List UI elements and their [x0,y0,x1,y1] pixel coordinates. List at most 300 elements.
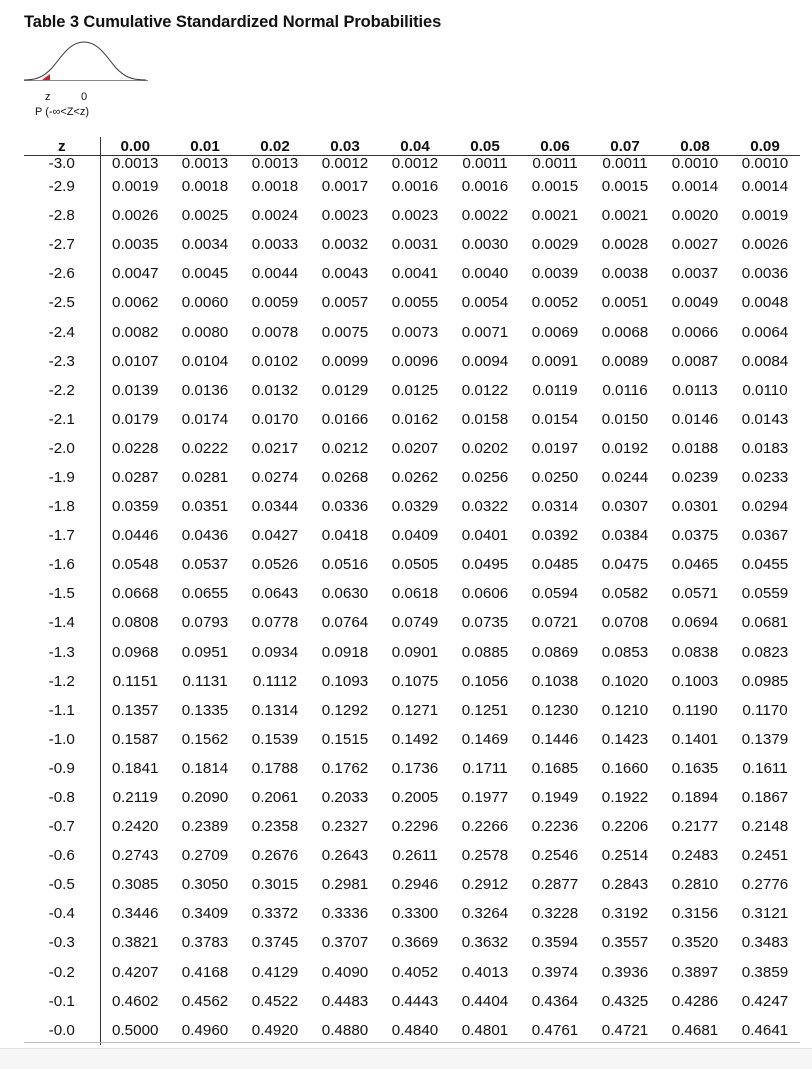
probability-cell: 0.0019 [112,178,159,196]
z-value-cell: -2.7 [24,230,100,259]
table-row [24,434,800,463]
probability-cell: 0.3336 [321,905,369,923]
probability-cell: 0.0427 [251,527,299,545]
probability-cell: 0.3632 [461,934,509,952]
probability-cell: 0.1271 [391,701,439,719]
table-row [24,725,800,754]
probability-cell: 0.0064 [741,323,789,341]
probability-cell: 0.2389 [181,818,229,836]
probability-cell: 0.0207 [391,439,439,457]
probability-cell: 0.4681 [671,1021,719,1039]
table-row [24,579,800,608]
probability-cell: 0.0032 [321,236,369,254]
probability-cell: 0.0250 [531,468,579,486]
table-row [24,987,800,1016]
probability-cell: 0.1587 [112,730,159,748]
probability-cell: 0.0375 [671,527,719,545]
z-value-cell: -2.0 [24,434,100,463]
probability-cell: 0.0020 [671,207,719,225]
viewer-bottom-bar [0,1048,812,1069]
probability-cell: 0.0013 [251,155,299,172]
z-value-cell: -1.1 [24,696,100,725]
probability-cell: 0.4522 [251,992,299,1010]
probability-cell: 0.2177 [671,818,719,836]
probability-cell: 0.0222 [181,439,229,457]
probability-cell: 0.1635 [671,759,719,777]
z-value-cell: -2.8 [24,201,100,230]
bottom-rule [24,1042,800,1043]
probability-cell: 0.0548 [112,556,159,574]
probability-cell: 0.0212 [321,439,369,457]
probability-cell: 0.4404 [461,992,509,1010]
probability-cell: 0.0068 [601,323,649,341]
probability-cell: 0.0119 [532,381,578,399]
z-value-cell: -1.6 [24,550,100,579]
probability-cell: 0.2148 [741,818,789,836]
column-header: 0.02 [260,138,290,155]
probability-cell: 0.0010 [741,155,789,172]
probability-cell: 0.1736 [391,759,439,777]
probability-cell: 0.0668 [112,585,159,603]
probability-cell: 0.1814 [181,759,229,777]
probability-cell: 0.0012 [391,155,439,172]
probability-cell: 0.0029 [531,236,579,254]
probability-cell: 0.0174 [181,410,229,428]
probability-cell: 0.0192 [601,439,649,457]
probability-cell: 0.0015 [531,178,579,196]
column-header: 0.00 [120,138,151,155]
probability-cell: 0.0367 [741,527,789,545]
probability-cell: 0.1446 [531,730,579,748]
probability-cell: 0.2451 [741,847,789,865]
probability-cell: 0.4801 [461,1021,509,1039]
probability-cell: 0.2033 [321,789,369,807]
probability-cell: 0.0022 [461,207,509,225]
probability-cell: 0.0036 [741,265,789,283]
probability-cell: 0.4483 [321,992,369,1010]
probability-cell: 0.0035 [112,236,159,254]
probability-cell: 0.4641 [741,1021,789,1039]
probability-cell: 0.2546 [531,847,579,865]
probability-cell: 0.0116 [602,381,648,399]
probability-cell: 0.3745 [251,934,299,952]
probability-cell: 0.0132 [251,381,299,399]
probability-cell: 0.2206 [601,818,649,836]
probability-cell: 0.0033 [251,236,299,254]
probability-cell: 0.1423 [601,730,649,748]
probability-cell: 0.1894 [671,789,719,807]
probability-cell: 0.1003 [671,672,719,690]
probability-cell: 0.1357 [112,701,159,719]
probability-cell: 0.0052 [531,294,579,312]
table-body [24,156,800,1045]
probability-cell: 0.0256 [461,468,509,486]
probability-cell: 0.1210 [601,701,649,719]
probability-cell: 0.2981 [321,876,369,894]
table-row [24,870,800,899]
probability-cell: 0.4920 [251,1021,299,1039]
curve-path [24,42,146,80]
probability-cell: 0.3594 [531,934,579,952]
probability-cell: 0.0154 [531,410,579,428]
probability-cell: 0.2358 [251,818,299,836]
probability-cell: 0.1515 [321,730,369,748]
probability-cell: 0.2119 [112,789,158,807]
probability-cell: 0.0014 [671,178,719,196]
probability-cell: 0.0228 [112,439,159,457]
probability-cell: 0.0110 [742,381,788,399]
probability-cell: 0.0764 [321,614,369,632]
probability-cell: 0.0749 [391,614,439,632]
probability-cell: 0.1151 [112,672,158,690]
probability-cell: 0.2912 [461,876,509,894]
probability-cell: 0.2946 [391,876,439,894]
probability-cell: 0.4052 [391,963,439,981]
probability-cell: 0.0016 [461,178,509,196]
z-value-cell: -0.8 [24,783,100,812]
probability-cell: 0.0359 [112,498,159,516]
probability-cell: 0.1711 [462,759,508,777]
table-row [24,667,800,696]
table-row [24,608,800,637]
probability-cell: 0.0526 [251,556,299,574]
column-header: 0.03 [330,138,360,155]
probability-cell: 0.0026 [112,207,159,225]
probability-cell: 0.0082 [112,323,159,341]
z-value-cell: -2.5 [24,288,100,317]
probability-cell: 0.0146 [671,410,719,428]
probability-cell: 0.2327 [321,818,369,836]
table-row [24,201,800,230]
z-value-cell: -1.7 [24,521,100,550]
probability-cell: 0.3669 [391,934,439,952]
probability-cell: 0.0571 [671,585,719,603]
probability-cell: 0.0244 [601,468,649,486]
table-row [24,521,800,550]
probability-cell: 0.2743 [112,847,159,865]
probability-cell: 0.0019 [741,207,789,225]
probability-cell: 0.2061 [251,789,299,807]
z-value-cell: -0.1 [24,987,100,1016]
probability-cell: 0.0838 [671,643,719,661]
probability-cell: 0.0183 [741,439,789,457]
probability-cell: 0.4168 [181,963,229,981]
probability-cell: 0.0217 [251,439,299,457]
probability-cell: 0.0274 [251,468,299,486]
probability-cell: 0.1788 [251,759,299,777]
probability-cell: 0.0606 [461,585,509,603]
probability-cell: 0.0043 [321,265,369,283]
probability-cell: 0.3707 [321,934,369,952]
probability-cell: 0.3300 [391,905,439,923]
probability-cell: 0.0091 [531,352,579,370]
probability-cell: 0.0025 [181,207,229,225]
probability-cell: 0.0934 [251,643,299,661]
probability-cell: 0.0329 [391,498,439,516]
z-value-cell: -1.2 [24,667,100,696]
probability-cell: 0.2676 [251,847,299,865]
probability-cell: 0.0485 [531,556,579,574]
probability-cell: 0.0262 [391,468,439,486]
probability-cell: 0.0537 [181,556,229,574]
probability-cell: 0.1038 [531,672,579,690]
probability-cell: 0.2005 [391,789,439,807]
probability-cell: 0.1292 [321,701,369,719]
probability-cell: 0.2611 [392,847,438,865]
probability-cell: 0.0084 [741,352,789,370]
probability-cell: 0.1335 [181,701,229,719]
probability-cell: 0.1075 [391,672,439,690]
probability-cell: 0.0188 [671,439,719,457]
column-header: 0.05 [470,138,500,155]
probability-cell: 0.0150 [601,410,649,428]
table-row [24,376,800,405]
probability-cell: 0.3264 [461,905,509,923]
table-row [24,958,800,987]
probability-cell: 0.2483 [671,847,719,865]
table-row [24,259,800,288]
table-row [24,317,800,346]
probability-cell: 0.0094 [461,352,509,370]
probability-cell: 0.0051 [601,294,649,312]
probability-cell: 0.0823 [741,643,789,661]
probability-cell: 0.0162 [391,410,439,428]
table-row [24,172,800,201]
probability-cell: 0.0013 [181,155,229,172]
table-header-row [24,137,800,156]
z-value-cell: -0.7 [24,812,100,841]
probability-cell: 0.3557 [601,934,649,952]
probability-cell: 0.0901 [391,643,439,661]
probability-cell: 0.1492 [391,730,439,748]
probability-cell: 0.0125 [391,381,439,399]
probability-cell: 0.0918 [321,643,369,661]
probability-cell: 0.2578 [461,847,509,865]
probability-cell: 0.0436 [181,527,229,545]
probability-cell: 0.0096 [391,352,439,370]
probability-cell: 0.0018 [181,178,229,196]
probability-cell: 0.0681 [741,614,789,632]
probability-cell: 0.0401 [461,527,509,545]
z-value-cell: -2.3 [24,347,100,376]
probability-cell: 0.0017 [321,178,369,196]
probability-cell: 0.1949 [531,789,579,807]
probability-cell: 0.4090 [321,963,369,981]
table-row [24,463,800,492]
probability-cell: 0.0885 [461,643,509,661]
probability-cell: 0.1190 [672,701,718,719]
probability-cell: 0.4325 [601,992,649,1010]
probability-cell: 0.0392 [531,527,579,545]
probability-cell: 0.3897 [671,963,719,981]
tail-shade [24,74,50,80]
probability-cell: 0.3050 [181,876,229,894]
z-value-cell: -1.5 [24,579,100,608]
probability-cell: 0.1841 [112,759,159,777]
probability-cell: 0.0465 [671,556,719,574]
probability-cell: 0.1539 [251,730,299,748]
z-value-cell: -2.1 [24,405,100,434]
probability-cell: 0.0721 [531,614,579,632]
normal-curve-figure [24,36,154,88]
column-header: 0.09 [750,138,780,155]
probability-cell: 0.0409 [391,527,439,545]
probability-cell: 0.2420 [112,818,159,836]
probability-cell: 0.0455 [741,556,789,574]
probability-cell: 0.0069 [531,323,579,341]
probability-cell: 0.0985 [741,672,789,690]
table-row [24,492,800,521]
probability-cell: 0.0018 [251,178,299,196]
probability-cell: 0.0055 [391,294,439,312]
probability-cell: 0.0073 [391,323,439,341]
probability-cell: 0.1314 [251,701,299,719]
probability-cell: 0.1112 [252,672,298,690]
probability-cell: 0.4840 [391,1021,439,1039]
probability-cell: 0.0559 [741,585,789,603]
z-value-cell: -0.3 [24,928,100,957]
probability-cell: 0.3192 [601,905,649,923]
probability-label: P (-∞<Z<z) [35,106,90,118]
table-row [24,638,800,667]
probability-cell: 0.0630 [321,585,369,603]
probability-cell: 0.2877 [531,876,579,894]
probability-cell: 0.0062 [112,294,159,312]
probability-cell: 0.0643 [251,585,299,603]
probability-cell: 0.0384 [601,527,649,545]
probability-cell: 0.0158 [461,410,509,428]
probability-cell: 0.1977 [461,789,509,807]
probability-cell: 0.0034 [181,236,229,254]
probability-cell: 0.2709 [181,847,229,865]
probability-cell: 0.1401 [671,730,719,748]
table-row [24,288,800,317]
probability-cell: 0.0023 [321,207,369,225]
probability-cell: 0.3372 [251,905,299,923]
column-header: 0.04 [400,138,430,155]
probability-cell: 0.0054 [461,294,509,312]
probability-cell: 0.4286 [671,992,719,1010]
table-row [24,812,800,841]
probability-cell: 0.2514 [601,847,649,865]
probability-cell: 0.0038 [601,265,649,283]
probability-cell: 0.3228 [531,905,579,923]
probability-cell: 0.1093 [321,672,369,690]
probability-cell: 0.4721 [601,1021,649,1039]
probability-cell: 0.0099 [321,352,369,370]
probability-cell: 0.0179 [112,410,159,428]
probability-cell: 0.3121 [741,905,789,923]
column-header: 0.01 [190,138,220,155]
probability-cell: 0.4129 [251,963,299,981]
probability-cell: 0.0014 [741,178,789,196]
probability-cell: 0.0301 [671,498,719,516]
probability-cell: 0.0968 [112,643,159,661]
probability-cell: 0.0024 [251,207,299,225]
probability-cell: 0.0087 [671,352,719,370]
probability-cell: 0.0708 [601,614,649,632]
z-value-cell: -0.2 [24,958,100,987]
probability-cell: 0.0793 [181,614,229,632]
probability-cell: 0.4207 [112,963,159,981]
probability-cell: 0.1685 [531,759,579,777]
probability-cell: 0.0287 [112,468,159,486]
probability-cell: 0.0030 [461,236,509,254]
probability-cell: 0.3156 [671,905,719,923]
column-header: 0.07 [610,138,640,155]
probability-cell: 0.0028 [601,236,649,254]
z-value-cell: -0.5 [24,870,100,899]
probability-cell: 0.1020 [601,672,649,690]
probability-cell: 0.1611 [742,759,788,777]
z-value-cell: -2.9 [24,172,100,201]
probability-cell: 0.0059 [251,294,299,312]
probability-cell: 0.0040 [461,265,509,283]
probability-cell: 0.1469 [461,730,509,748]
probability-cell: 0.5000 [112,1021,159,1039]
table-row [24,899,800,928]
probability-cell: 0.0869 [531,643,579,661]
probability-cell: 0.0048 [741,294,789,312]
z-value-cell: -1.3 [24,638,100,667]
probability-cell: 0.0129 [321,381,369,399]
probability-cell: 0.3085 [112,876,159,894]
probability-cell: 0.0166 [321,410,369,428]
probability-cell: 0.0516 [321,556,369,574]
page-title: Table 3 Cumulative Standardized Normal Probabilities [24,13,442,31]
probability-cell: 0.0015 [601,178,649,196]
probability-cell: 0.0104 [181,352,229,370]
probability-cell: 0.0037 [671,265,719,283]
probability-cell: 0.0066 [671,323,719,341]
probability-cell: 0.3936 [601,963,649,981]
table-row [24,928,800,957]
probability-cell: 0.1867 [741,789,789,807]
probability-cell: 0.0139 [112,381,159,399]
probability-cell: 0.0307 [601,498,649,516]
probability-cell: 0.0047 [112,265,159,283]
probability-cell: 0.2810 [671,876,719,894]
z-value-cell: -0.9 [24,754,100,783]
probability-cell: 0.0418 [321,527,369,545]
probability-cell: 0.0013 [112,155,159,172]
probability-cell: 0.1251 [461,701,509,719]
probability-cell: 0.0594 [531,585,579,603]
probability-cell: 0.0026 [741,236,789,254]
probability-cell: 0.4443 [391,992,439,1010]
probability-cell: 0.0021 [531,207,579,225]
probability-cell: 0.0170 [251,410,299,428]
probability-cell: 0.2843 [601,876,649,894]
probability-cell: 0.0268 [321,468,369,486]
probability-cell: 0.4247 [741,992,789,1010]
probability-cell: 0.0808 [112,614,159,632]
probability-cell: 0.3821 [112,934,159,952]
table-row [24,754,800,783]
probability-cell: 0.4364 [531,992,579,1010]
column-header: 0.08 [680,138,710,155]
probability-cell: 0.0113 [672,381,718,399]
probability-cell: 0.4562 [181,992,229,1010]
probability-cell: 0.0057 [321,294,369,312]
zero-label: 0 [81,91,88,103]
probability-cell: 0.0080 [181,323,229,341]
z-value-cell: -1.4 [24,608,100,637]
probability-cell: 0.1131 [182,672,228,690]
probability-cell: 0.0089 [601,352,649,370]
probability-cell: 0.3483 [741,934,789,952]
probability-cell: 0.1230 [531,701,579,719]
